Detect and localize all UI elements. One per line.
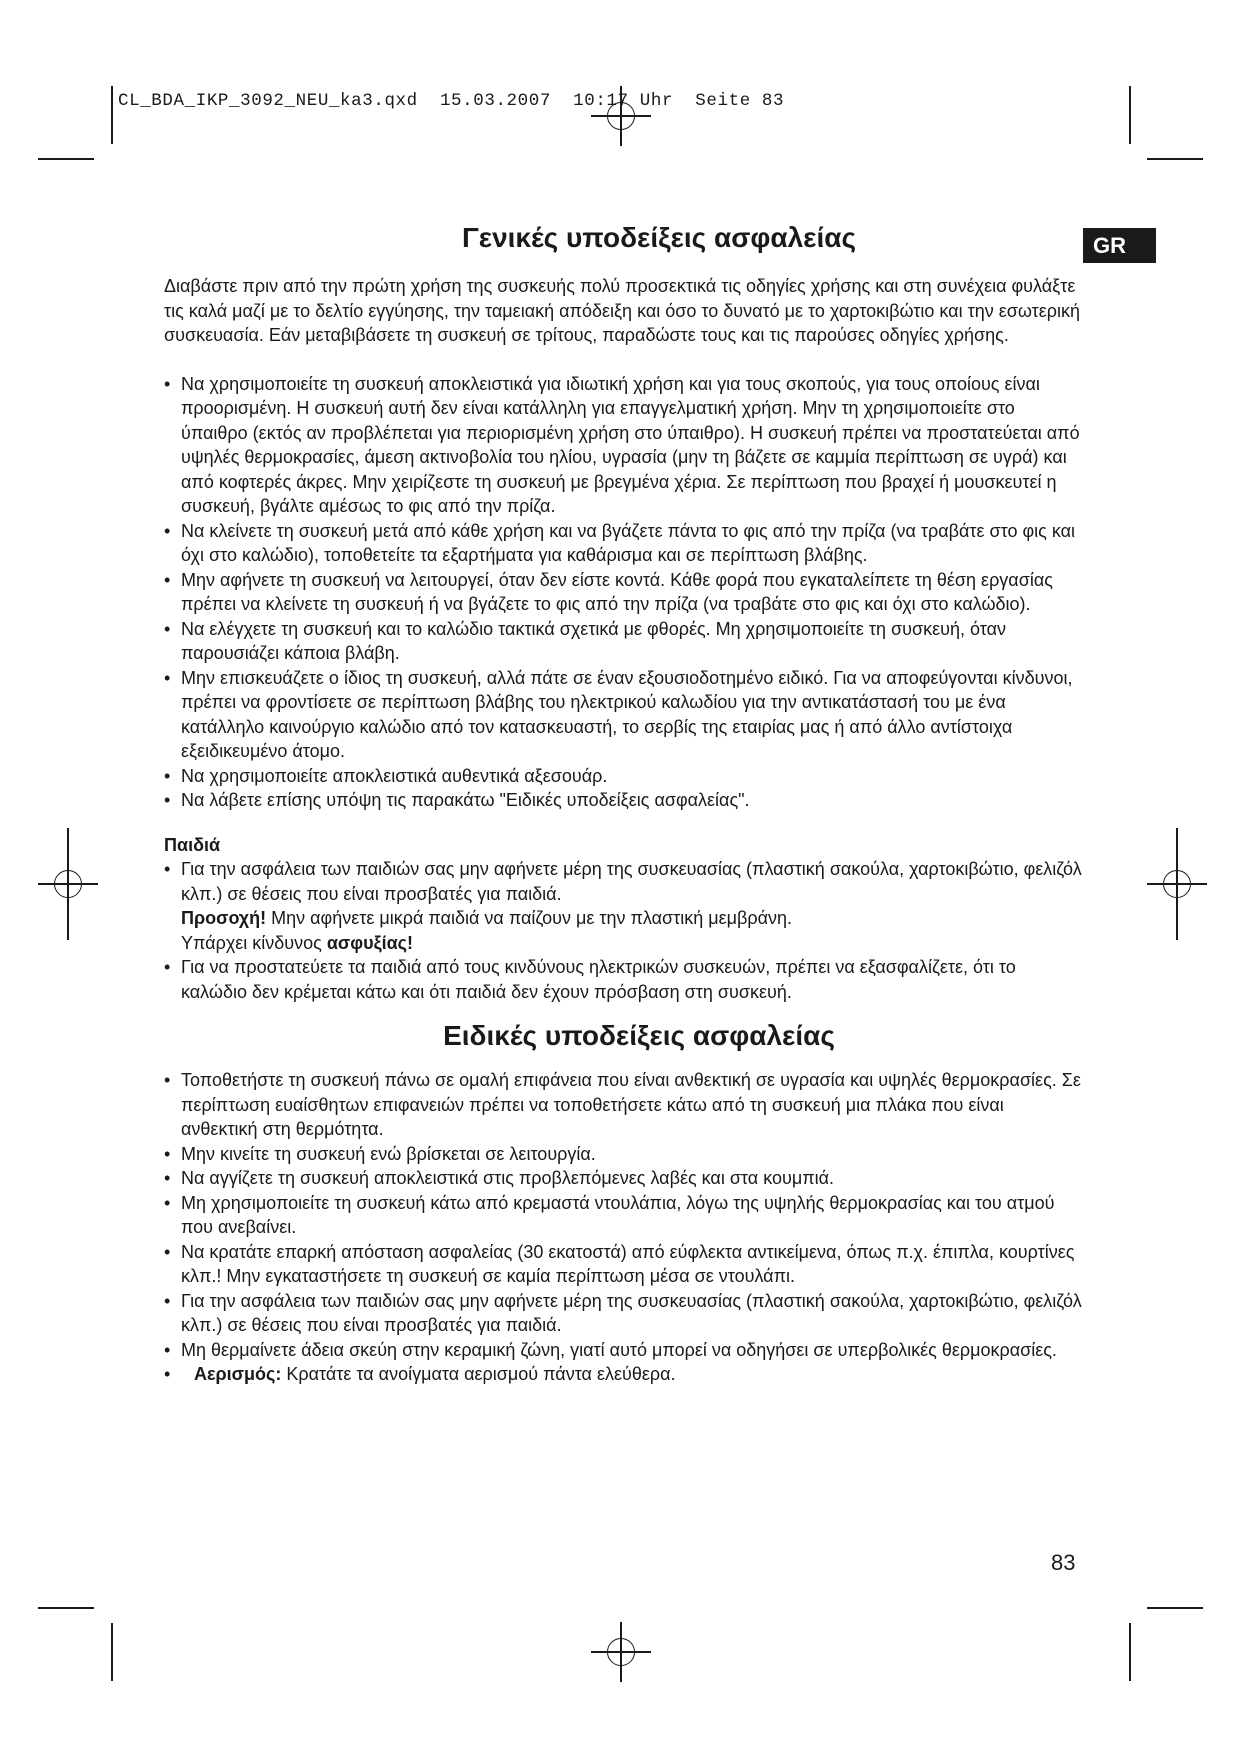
list-item: • Για να προστατεύετε τα παιδιά από τους κινδύνους ηλεκτρικών συσκευών, πρέπει να εξασφαλίζετε, ότι το καλώδιο δεν κρέμεται κάτω και ότι παιδιά δεν έχουν πρόσβαση στη συσκευή. <box>164 955 1084 1004</box>
language-badge: GR <box>1083 228 1156 263</box>
section-title-general: Γενικές υποδείξεις ασφαλείας <box>461 222 857 253</box>
print-slug: CL_BDA_IKP_3092_NEU_ka3.qxd 15.03.2007 10:17 Uhr Seite 83 <box>118 91 785 111</box>
danger-line <box>181 931 1084 956</box>
list-item: • Μη θερμαίνετε άδεια σκεύη στην κεραμική ζώνη, γιατί αυτό μπορεί να οδηγήσει σε υπερβολικές θερμοκρασίες. <box>164 1338 1084 1363</box>
ventilation-label: Αερισμός: <box>194 1364 282 1384</box>
section-title-special: Ειδικές υποδείξεις ασφαλείας <box>443 1020 835 1051</box>
children-heading: Παιδιά <box>164 834 221 855</box>
children-item-text: Για την ασφάλεια των παιδιών σας μην αφήνετε μέρη της συσκευασίας (πλαστική σακούλα, χαρτοκιβώτιο, φελιζόλ κλπ.) σε θέσεις που είναι προσβατές για παιδιά. <box>181 859 1082 904</box>
crop-mark <box>38 158 94 160</box>
registration-mark-bottom <box>591 1622 651 1682</box>
list-item: • Να κρατάτε επαρκή απόσταση ασφαλείας (30 εκατοστά) από εύφλεκτα αντικείμενα, όπως π.χ. έπιπλα, κουρτίνες κλπ.! Μην εγκαταστήσετε τη συσκευή σε καμία περίπτωση μέσα σε ντουλάπι. <box>164 1240 1084 1289</box>
list-item: • Μην κινείτε τη συσκευή ενώ βρίσκεται σε λειτουργία. <box>164 1142 1084 1167</box>
page-number: 83 <box>1051 1550 1076 1575</box>
intro-paragraph: Διαβάστε πριν από την πρώτη χρήση της συσκευής πολύ προσεκτικά τις οδηγίες χρήσης και στη συνέχεια φυλάξτε τις καλά μαζί με το δελτίο εγγύησης, την ταμειακή απόδειξη και όσο το δυνατό με το χαρτοκιβώτιο και την εσωτερική συσκευασία. Εάν μεταβιβάσετε τη συσκευή σε τρίτους, παραδώστε τους και τις παρούσες οδηγίες χρήσης. <box>164 276 1081 345</box>
crop-mark <box>111 1623 113 1681</box>
list-item: • Να κλείνετε τη συσκευή μετά από κάθε χρήση και να βγάζετε πάντα το φις από την πρίζα (να τραβάτε στο φις και όχι στο καλώδιο), τοποθετείτε τα εξαρτήματα για καθάρισμα και σε περίπτωση βλάβης. <box>164 519 1084 568</box>
warning-text: Μην αφήνετε μικρά παιδιά να παίζουν με την πλαστική μεμβράνη. <box>266 908 793 928</box>
crop-mark <box>38 1607 94 1609</box>
list-item <box>164 857 1084 955</box>
danger-word: ασφυξίας! <box>326 932 414 953</box>
page-content <box>164 218 1084 1387</box>
list-item: • Να αγγίζετε τη συσκευή αποκλειστικά στις προβλεπόμενες λαβές και στα κουμπιά. <box>164 1166 1084 1191</box>
danger-prefix: Υπάρχει κίνδυνος <box>181 932 327 953</box>
warning-label: Προσοχή! <box>181 908 267 928</box>
crop-mark <box>1129 86 1131 144</box>
special-safety-list <box>164 1068 1084 1387</box>
registration-mark-right <box>1147 854 1207 914</box>
list-item: • Να λάβετε επίσης υπόψη τις παρακάτω "Ειδικές υποδείξεις ασφαλείας". <box>164 788 1084 813</box>
list-item: • Μην αφήνετε τη συσκευή να λειτουργεί, όταν δεν είστε κοντά. Κάθε φορά που εγκαταλείπετε τη θέση εργασίας πρέπει να κλείνετε τη συσκευή ή να βγάζετε το φις από την πρίζα (να τραβάτε στο φις και όχι στο καλώδιο). <box>164 568 1084 617</box>
crop-mark <box>111 86 113 144</box>
crop-mark <box>1129 1623 1131 1681</box>
children-list <box>164 857 1084 1004</box>
warning-line <box>181 906 1084 931</box>
list-item <box>164 1362 1084 1387</box>
list-item: • Τοποθετήστε τη συσκευή πάνω σε ομαλή επιφάνεια που είναι ανθεκτική σε υγρασία και υψηλές θερμοκρασίες. Σε περίπτωση ευαίσθητων επιφανειών πρέπει να τοποθετήσετε κάτω από τη συσκευή μια πλάκα που είναι ανθεκτική στη θερμότητα. <box>164 1068 1084 1142</box>
registration-mark-left <box>38 854 98 914</box>
list-item: • Να χρησιμοποιείτε τη συσκευή αποκλειστικά για ιδιωτική χρήση και για τους σκοπούς, για τους οποίους είναι προορισμένη. Η συσκευή αυτή δεν είναι κατάλληλη για επαγγελματική χρήση. Μην τη χρησιμοποιείτε στο ύπαιθρο (εκτός αν προβλέπεται για περιορισμένη χρήση στο ύπαιθρο). Η συσκευή πρέπει να προστατεύεται από υψηλές θερμοκρασίες, άμεση ακτινοβολία του ηλίου, υγρασία (μην τη βάζετε σε καμμία περίπτωση σε υγρά) και από κοφτερές άκρες. Μην χειρίζεστε τη συσκευή με βρεγμένα χέρια. Σε περίπτωση που βραχεί ή μουσκευτεί η συσκευή, βγάλτε αμέσως το φις από την πρίζα. <box>164 372 1084 519</box>
list-item: • Μη χρησιμοποιείτε τη συσκευή κάτω από κρεμαστά ντουλάπια, λόγω της υψηλής θερμοκρασίας και του ατμού που ανεβαίνει. <box>164 1191 1084 1240</box>
crop-mark <box>1147 1607 1203 1609</box>
crop-mark <box>1147 158 1203 160</box>
general-safety-list <box>164 372 1084 813</box>
list-item: • Να ελέγχετε τη συσκευή και το καλώδιο τακτικά σχετικά με φθορές. Μη χρησιμοποιείτε τη συσκευή, όταν παρουσιάζει κάποια βλάβη. <box>164 617 1084 666</box>
ventilation-text: Κρατάτε τα ανοίγματα αερισμού πάντα ελεύθερα. <box>281 1364 676 1384</box>
list-item: • Να χρησιμοποιείτε αποκλειστικά αυθεντικά αξεσουάρ. <box>164 764 1084 789</box>
list-item: • Για την ασφάλεια των παιδιών σας μην αφήνετε μέρη της συσκευασίας (πλαστική σακούλα, χαρτοκιβώτιο, φελιζόλ κλπ.) σε θέσεις που είναι προσβατές για παιδιά. <box>164 1289 1084 1338</box>
list-item: • Μην επισκευάζετε ο ίδιος τη συσκευή, αλλά πάτε σε έναν εξουσιοδοτημένο ειδικό. Για να αποφεύγονται κίνδυνοι, πρέπει να φροντίσετε σε περίπτωση βλάβης του ηλεκτρικού καλωδίου για την αντικατάστασή του με ένα κατάλληλο καινούργιο καλώδιο από τον κατασκευαστή, το σερβίς της εταιρίας μας ή από άλλο αντίστοιχα εξειδικευμένο άτομο. <box>164 666 1084 764</box>
